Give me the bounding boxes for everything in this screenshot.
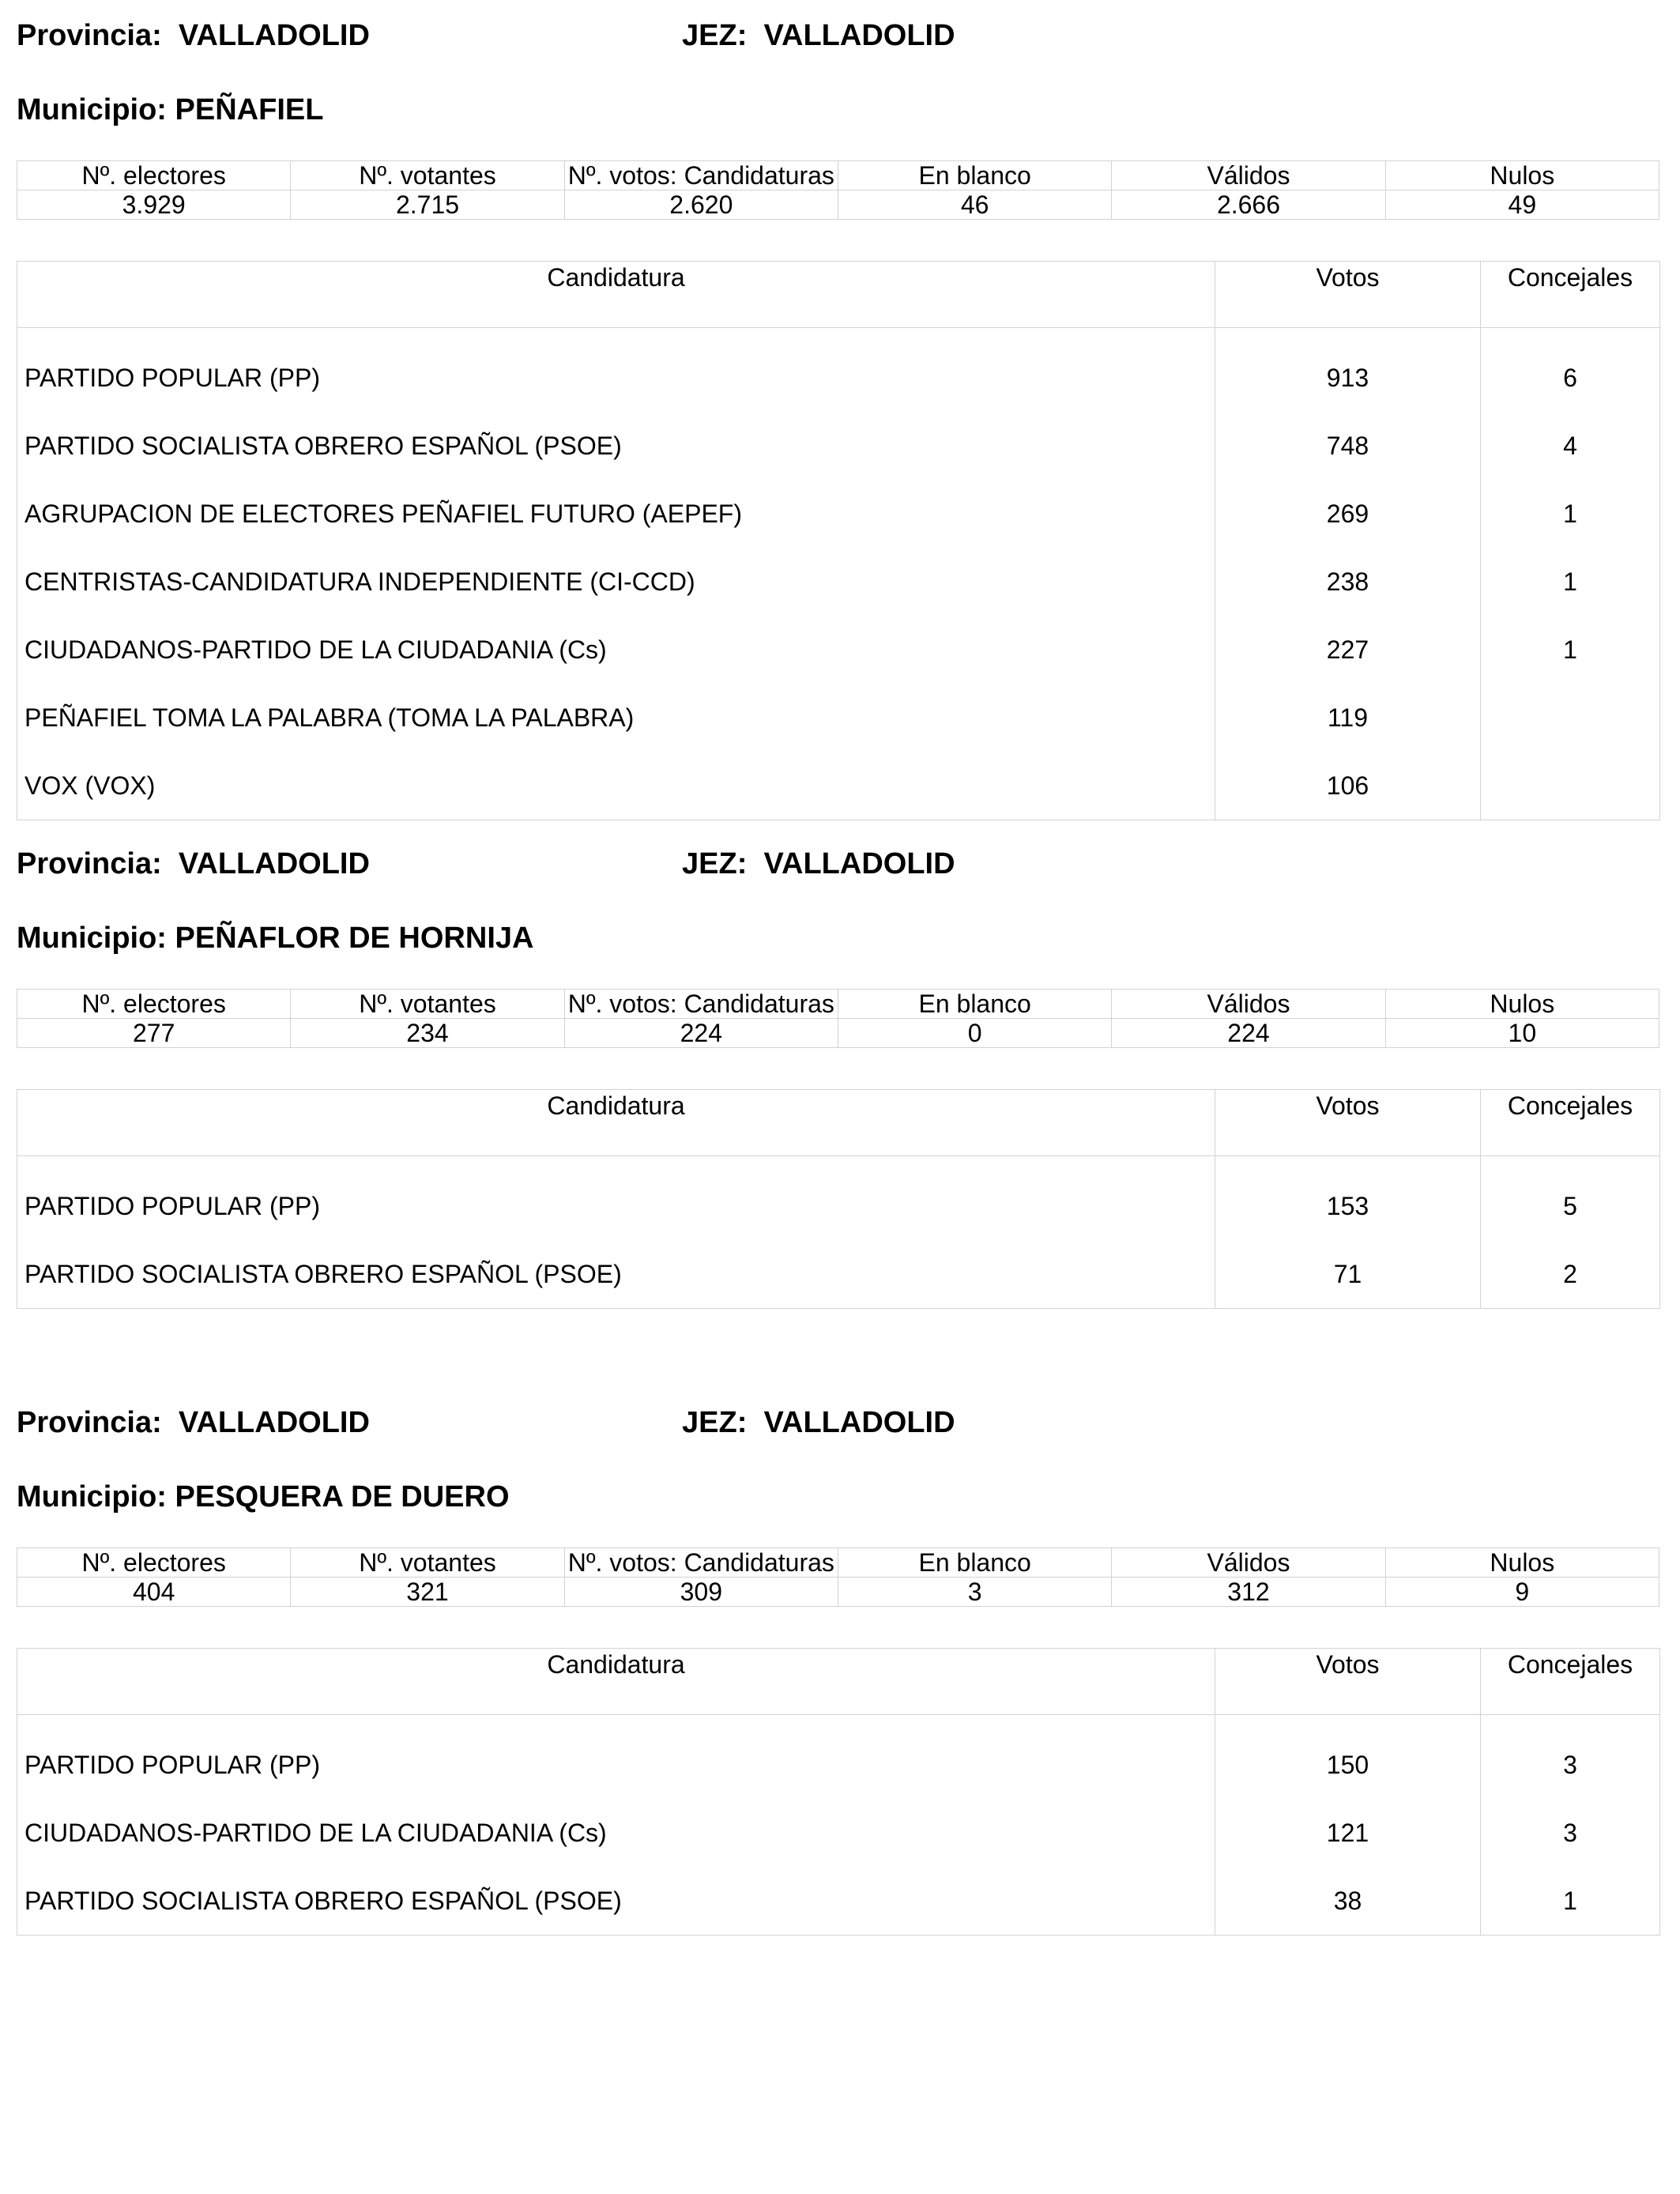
candidatura-name: CIUDADANOS-PARTIDO DE LA CIUDADANIA (Cs) bbox=[17, 1799, 1215, 1867]
provincia-label: Provincia: bbox=[17, 19, 162, 52]
municipio-section-penafiel bbox=[17, 0, 1659, 806]
concejales-value: 3 bbox=[1563, 1819, 1577, 1847]
votos-value: 269 bbox=[1215, 480, 1481, 548]
concejales-value: 2 bbox=[1563, 1260, 1577, 1288]
candidatura-name: VOX (VOX) bbox=[17, 752, 1215, 820]
table-row bbox=[17, 684, 1660, 752]
concejales-header: Concejales bbox=[1481, 1090, 1660, 1156]
concejales-value: 1 bbox=[1563, 499, 1577, 528]
jez-value: VALLADOLID bbox=[763, 19, 955, 52]
nulos-header: Nulos bbox=[1385, 1548, 1659, 1578]
validos-header: Válidos bbox=[1112, 990, 1385, 1019]
table-row bbox=[17, 1156, 1660, 1241]
concejales-header: Concejales bbox=[1481, 262, 1660, 328]
table-row bbox=[17, 328, 1660, 413]
table-row bbox=[17, 1715, 1660, 1800]
provincia-value: VALLADOLID bbox=[178, 847, 370, 880]
votos-value: 38 bbox=[1215, 1867, 1481, 1936]
concejales-value: 3 bbox=[1563, 1751, 1577, 1779]
summary-values-row bbox=[17, 1578, 1659, 1607]
municipio-value: PEÑAFIEL bbox=[175, 93, 324, 126]
table-row bbox=[17, 616, 1660, 684]
votos-value: 119 bbox=[1215, 684, 1481, 752]
votos-value: 121 bbox=[1215, 1799, 1481, 1867]
votantes-header: Nº. votantes bbox=[291, 990, 564, 1019]
validos-value: 224 bbox=[1112, 1019, 1385, 1048]
concejales-value bbox=[1481, 684, 1660, 752]
votos-header: Votos bbox=[1215, 1649, 1481, 1715]
jez-label: JEZ: bbox=[682, 1406, 748, 1439]
jez-value: VALLADOLID bbox=[763, 1406, 955, 1439]
provincia-header bbox=[17, 846, 370, 882]
votos-header: Votos bbox=[1215, 262, 1481, 328]
municipio-header bbox=[17, 920, 533, 956]
electores-value: 3.929 bbox=[17, 190, 291, 220]
summary-values-row bbox=[17, 1019, 1659, 1048]
summary-header-row bbox=[17, 990, 1659, 1019]
concejales-value: 6 bbox=[1563, 364, 1577, 392]
candidaturas-table bbox=[17, 1648, 1660, 1936]
candidatura-name: AGRUPACION DE ELECTORES PEÑAFIEL FUTURO (AEPEF) bbox=[17, 480, 1215, 548]
votos-value: 106 bbox=[1215, 752, 1481, 820]
votos-candidaturas-value: 224 bbox=[564, 1019, 838, 1048]
votos-value: 238 bbox=[1215, 548, 1481, 616]
provincia-header bbox=[17, 1404, 370, 1441]
municipio-header bbox=[17, 1479, 510, 1515]
candidatura-name: CENTRISTAS-CANDIDATURA INDEPENDIENTE (CI-CCD) bbox=[17, 548, 1215, 616]
electores-value: 277 bbox=[17, 1019, 291, 1048]
en-blanco-value: 3 bbox=[838, 1578, 1111, 1607]
municipio-value: PEÑAFLOR DE HORNIJA bbox=[175, 922, 534, 955]
candidatura-name: CIUDADANOS-PARTIDO DE LA CIUDADANIA (Cs) bbox=[17, 616, 1215, 684]
summary-header-row bbox=[17, 1548, 1659, 1578]
candidatura-name: PARTIDO POPULAR (PP) bbox=[17, 1156, 1215, 1241]
concejales-header: Concejales bbox=[1481, 1649, 1660, 1715]
candidatura-header: Candidatura bbox=[17, 1649, 1215, 1715]
summary-table bbox=[17, 989, 1659, 1048]
votos-candidaturas-header: Nº. votos: Candidaturas bbox=[564, 161, 838, 190]
municipio-label: Municipio: bbox=[17, 93, 167, 126]
nulos-value: 9 bbox=[1385, 1578, 1659, 1607]
provincia-value: VALLADOLID bbox=[178, 1406, 370, 1439]
provincia-value: VALLADOLID bbox=[178, 19, 370, 52]
en-blanco-header: En blanco bbox=[838, 161, 1111, 190]
jez-value: VALLADOLID bbox=[763, 847, 955, 880]
jez-label: JEZ: bbox=[682, 847, 748, 880]
concejales-value: 5 bbox=[1563, 1192, 1577, 1220]
validos-value: 2.666 bbox=[1112, 190, 1385, 220]
candidatura-name: PARTIDO POPULAR (PP) bbox=[17, 1715, 1215, 1800]
candidatura-name: PARTIDO POPULAR (PP) bbox=[17, 328, 1215, 413]
candidatura-header: Candidatura bbox=[17, 1090, 1215, 1156]
jez-header bbox=[682, 1404, 955, 1441]
municipio-section-penaflor-de-hornija bbox=[17, 828, 1659, 1302]
summary-table bbox=[17, 1547, 1659, 1607]
provincia-label: Provincia: bbox=[17, 847, 162, 880]
votos-value: 150 bbox=[1215, 1715, 1481, 1800]
votos-candidaturas-header: Nº. votos: Candidaturas bbox=[564, 990, 838, 1019]
nulos-value: 49 bbox=[1385, 190, 1659, 220]
votantes-value: 321 bbox=[291, 1578, 564, 1607]
electores-header: Nº. electores bbox=[17, 990, 291, 1019]
summary-header-row bbox=[17, 161, 1659, 190]
municipio-label: Municipio: bbox=[17, 922, 167, 955]
votos-candidaturas-header: Nº. votos: Candidaturas bbox=[564, 1548, 838, 1578]
votos-value: 748 bbox=[1215, 412, 1481, 480]
jez-label: JEZ: bbox=[682, 19, 748, 52]
concejales-value: 1 bbox=[1563, 567, 1577, 596]
en-blanco-value: 0 bbox=[838, 1019, 1111, 1048]
en-blanco-header: En blanco bbox=[838, 990, 1111, 1019]
municipio-header bbox=[17, 92, 323, 128]
candidaturas-table bbox=[17, 261, 1660, 820]
nulos-header: Nulos bbox=[1385, 161, 1659, 190]
table-row bbox=[17, 1240, 1660, 1309]
en-blanco-value: 46 bbox=[838, 190, 1111, 220]
candidatura-name: PEÑAFIEL TOMA LA PALABRA (TOMA LA PALABRA) bbox=[17, 684, 1215, 752]
votos-value: 153 bbox=[1215, 1156, 1481, 1241]
table-row bbox=[17, 548, 1660, 616]
provincia-label: Provincia: bbox=[17, 1406, 162, 1439]
concejales-value: 1 bbox=[1563, 635, 1577, 664]
votantes-value: 2.715 bbox=[291, 190, 564, 220]
votos-candidaturas-value: 309 bbox=[564, 1578, 838, 1607]
municipio-label: Municipio: bbox=[17, 1480, 167, 1514]
concejales-value: 1 bbox=[1563, 1887, 1577, 1915]
provincia-header bbox=[17, 17, 370, 54]
table-row bbox=[17, 1867, 1660, 1936]
concejales-value bbox=[1481, 752, 1660, 820]
municipio-section-pesquera-de-duero bbox=[17, 1387, 1659, 1940]
summary-values-row bbox=[17, 190, 1659, 220]
votos-value: 913 bbox=[1215, 328, 1481, 413]
candidaturas-header-row bbox=[17, 262, 1660, 328]
candidaturas-header-row bbox=[17, 1090, 1660, 1156]
table-row bbox=[17, 480, 1660, 548]
validos-header: Válidos bbox=[1112, 1548, 1385, 1578]
table-row bbox=[17, 1799, 1660, 1867]
votantes-header: Nº. votantes bbox=[291, 161, 564, 190]
votos-value: 227 bbox=[1215, 616, 1481, 684]
candidatura-header: Candidatura bbox=[17, 262, 1215, 328]
candidaturas-table bbox=[17, 1089, 1660, 1309]
municipio-value: PESQUERA DE DUERO bbox=[175, 1480, 510, 1514]
summary-table bbox=[17, 160, 1659, 220]
table-row bbox=[17, 752, 1660, 820]
votantes-header: Nº. votantes bbox=[291, 1548, 564, 1578]
jez-header bbox=[682, 846, 955, 882]
validos-header: Válidos bbox=[1112, 161, 1385, 190]
candidatura-name: PARTIDO SOCIALISTA OBRERO ESPAÑOL (PSOE) bbox=[17, 1867, 1215, 1936]
jez-header bbox=[682, 17, 955, 54]
electores-header: Nº. electores bbox=[17, 1548, 291, 1578]
electores-value: 404 bbox=[17, 1578, 291, 1607]
votos-candidaturas-value: 2.620 bbox=[564, 190, 838, 220]
en-blanco-header: En blanco bbox=[838, 1548, 1111, 1578]
electores-header: Nº. electores bbox=[17, 161, 291, 190]
votantes-value: 234 bbox=[291, 1019, 564, 1048]
candidatura-name: PARTIDO SOCIALISTA OBRERO ESPAÑOL (PSOE) bbox=[17, 1240, 1215, 1309]
votos-header: Votos bbox=[1215, 1090, 1481, 1156]
validos-value: 312 bbox=[1112, 1578, 1385, 1607]
candidaturas-header-row bbox=[17, 1649, 1660, 1715]
concejales-value: 4 bbox=[1563, 432, 1577, 460]
candidatura-name: PARTIDO SOCIALISTA OBRERO ESPAÑOL (PSOE) bbox=[17, 412, 1215, 480]
nulos-value: 10 bbox=[1385, 1019, 1659, 1048]
nulos-header: Nulos bbox=[1385, 990, 1659, 1019]
votos-value: 71 bbox=[1215, 1240, 1481, 1309]
table-row bbox=[17, 412, 1660, 480]
